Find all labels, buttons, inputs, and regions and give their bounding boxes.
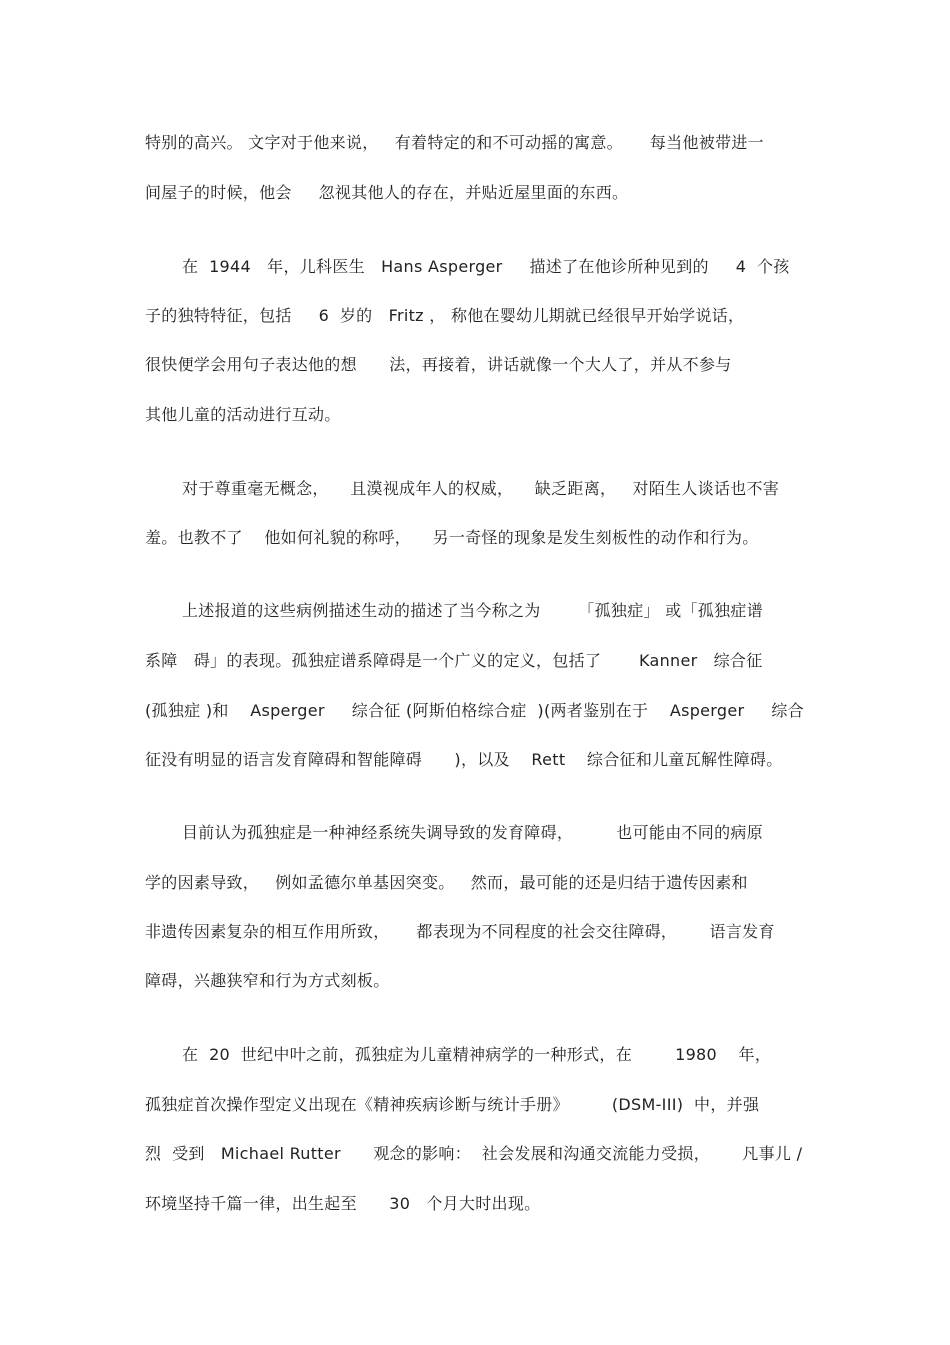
paragraph-1-line-1: 特别的高兴。 文字对于他来说， 有着特定的和不可动摇的寓意。 每当他被带进一 xyxy=(145,133,764,152)
paragraph-4-line-2: 系障 碍」的表现。孤独症谱系障碍是一个广义的定义，包括了 Kanner 综合征 xyxy=(145,651,763,670)
paragraph-4-line-1: 上述报道的这些病例描述生动的描述了当今称之为 「孤独症」 或「孤独症谱 xyxy=(182,601,763,620)
paragraph-5-line-3: 非遗传因素复杂的相互作用所致， 都表现为不同程度的社会交往障碍， 语言发育 xyxy=(145,922,775,941)
paragraph-3-line-1: 对于尊重毫无概念， 且漠视成年人的权威， 缺乏距离， 对陌生人谈话也不害 xyxy=(182,479,780,498)
paragraph-2-line-2: 子的独特特征，包括 6 岁的 Fritz ， 称他在婴幼儿期就已经很早开始学说话， xyxy=(145,306,745,325)
paragraph-4-line-4: 征没有明显的语言发育障碍和智能障碍 )，以及 Rett 综合征和儿童瓦解性障碍。 xyxy=(145,750,783,769)
paragraph-6-line-3: 烈 受到 Michael Rutter 观念的影响： 社会发展和沟通交流能力受损， 凡事儿 / xyxy=(145,1144,803,1163)
paragraph-6-line-4: 环境坚持千篇一律，出生起至 30 个月大时出现。 xyxy=(145,1194,541,1213)
paragraph-2-line-3: 很快便学会用句子表达他的想 法，再接着，讲话就像一个大人了，并从不参与 xyxy=(145,355,732,374)
paragraph-6-line-2: 孤独症首次操作型定义出现在《精神疾病诊断与统计手册》 (DSM-III) 中，并强 xyxy=(145,1095,760,1114)
paragraph-5-line-4: 障碍，兴趣狭窄和行为方式刻板。 xyxy=(145,971,390,990)
paragraph-5-line-2: 学的因素导致， 例如孟德尔单基因突变。 然而，最可能的还是归结于遗传因素和 xyxy=(145,873,748,892)
paragraph-2-line-4: 其他儿童的活动进行互动。 xyxy=(145,405,341,424)
paragraph-4-line-3: (孤独症 )和 Asperger 综合征 (阿斯伯格综合症 )(两者鉴别在于 Asperger 综合 xyxy=(145,701,804,720)
paragraph-3-line-2: 羞。也教不了 他如何礼貌的称呼， 另一奇怪的现象是发生刻板性的动作和行为。 xyxy=(145,528,759,547)
paragraph-2-line-1: 在 1944 年，儿科医生 Hans Asperger 描述了在他诊所种见到的 4 个孩 xyxy=(182,257,790,276)
paragraph-6-line-1: 在 20 世纪中叶之前，孤独症为儿童精神病学的一种形式，在 1980 年， xyxy=(182,1045,772,1064)
paragraph-5-line-1: 目前认为孤独症是一种神经系统失调导致的发育障碍， 也可能由不同的病原 xyxy=(182,823,763,842)
paragraph-1-line-2: 间屋子的时候，他会 忽视其他人的存在，并贴近屋里面的东西。 xyxy=(145,183,629,202)
